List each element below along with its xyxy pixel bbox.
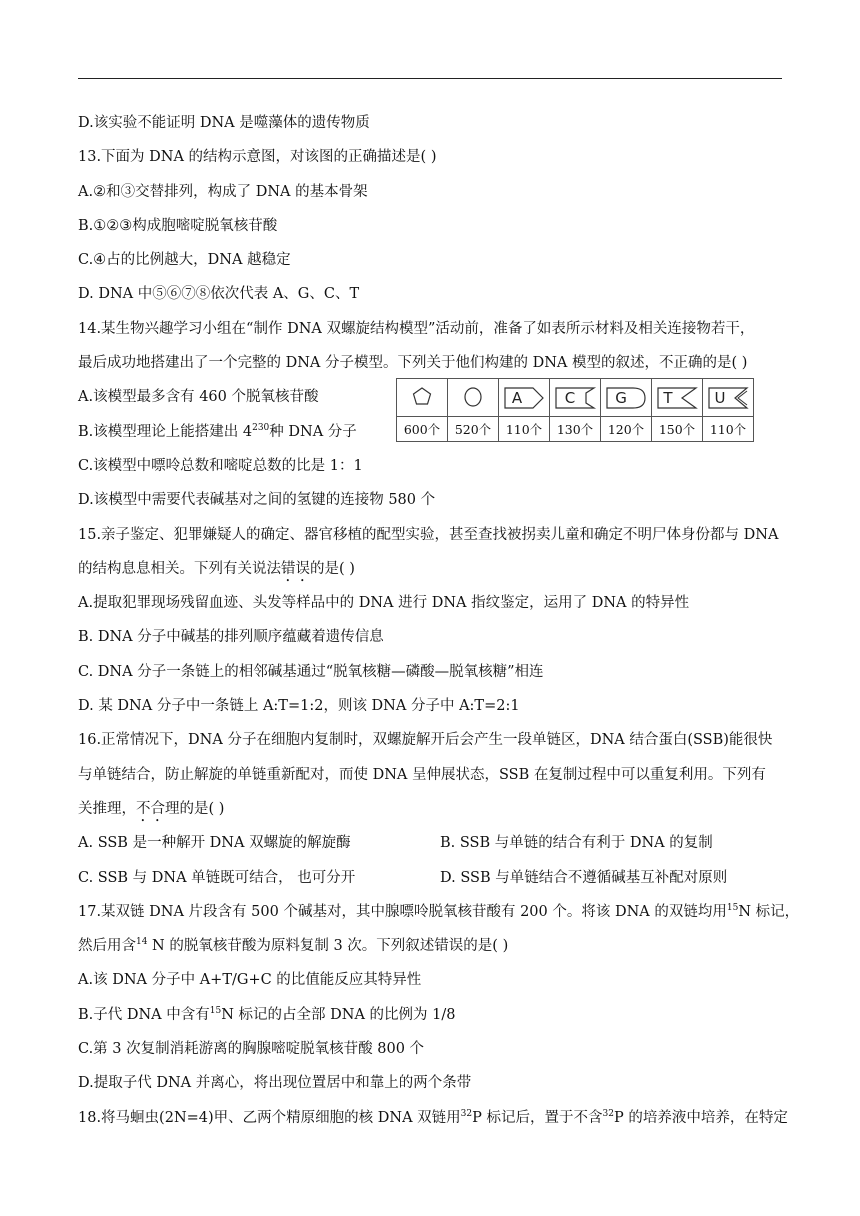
cell-base-t bbox=[652, 379, 703, 417]
q18-p3: P 的培养液中培养，在特定 bbox=[613, 1109, 788, 1126]
cell-base-c bbox=[550, 379, 601, 417]
q17-option-a: A.该 DNA 分子中 A+T/G+C 的比值能反应其特异性 bbox=[78, 972, 422, 989]
q15-post: 的是( ) bbox=[310, 560, 355, 577]
base-a-icon bbox=[501, 383, 547, 413]
q16-option-a: A. SSB 是一种解开 DNA 双螺旋的解旋酶 bbox=[78, 835, 351, 852]
q15-emphasis: 错误 bbox=[281, 560, 310, 577]
question-15-stem: 15.亲子鉴定、犯罪嫌疑人的确定、器官移植的配型实验，甚至查找被拐卖儿童和确定不明尸体身份都与 DNA bbox=[78, 526, 779, 543]
question-18-stem bbox=[78, 1101, 788, 1135]
q16-option-d: D. SSB 与单链结合不遵循碱基互补配对原则 bbox=[440, 869, 728, 886]
q16-post: 理的是( ) bbox=[165, 800, 225, 817]
header-rule bbox=[78, 78, 782, 79]
q15-option-a: A.提取犯罪现场残留血迹、头发等样品中的 DNA 进行 DNA 指纹鉴定，运用了 DNA 的特异性 bbox=[78, 595, 690, 612]
document-body bbox=[78, 106, 800, 1135]
base-a-label: A bbox=[511, 388, 523, 407]
symbol-row bbox=[397, 379, 754, 417]
cell-base-g bbox=[601, 379, 652, 417]
question-16-stem-end bbox=[78, 792, 784, 826]
count-cell: 130个 bbox=[550, 417, 601, 442]
q17a-post: N 标记， bbox=[738, 903, 800, 920]
q16-option-c: C. SSB 与 DNA 单链既可结合， 也可分开 bbox=[78, 869, 356, 886]
q15-option-d: D. 某 DNA 分子中一条链上 A:T=1:2，则该 DNA 分子中 A:T=2:1 bbox=[78, 698, 520, 715]
circle-icon bbox=[453, 383, 493, 413]
count-cell: 520个 bbox=[448, 417, 499, 442]
q17b-post: N 的脱氧核苷酸为原料复制 3 次。下列叙述错误的是( ) bbox=[147, 938, 509, 955]
cell-pentagon bbox=[397, 379, 448, 417]
q17a-pre: 17.某双链 DNA 片段含有 500 个碱基对，其中腺嘌呤脱氧核苷酸有 200 个。将该 DNA 的双链均用 bbox=[78, 903, 727, 920]
q14b-pre: B.该模型理论上能搭建出 4 bbox=[78, 423, 253, 440]
q18-sup2: 32 bbox=[602, 1108, 614, 1119]
question-16-stem: 16.正常情况下，DNA 分子在细胞内复制时，双螺旋解开后会产生一段单链区，DNA 结合蛋白(SSB)能很快 bbox=[78, 732, 773, 749]
q14b-exp: 230 bbox=[252, 422, 270, 433]
q15-option-c: C. DNA 分子一条链上的相邻碱基通过“脱氧核糖—磷酸—脱氧核糖”相连 bbox=[78, 663, 544, 680]
base-u-label: U bbox=[714, 388, 726, 407]
base-g-icon bbox=[603, 383, 649, 413]
q14-option-a: A.该模型最多含有 460 个脱氧核苷酸 bbox=[78, 389, 319, 406]
q14-option-c: C.该模型中嘌呤总数和嘧啶总数的比是 1：1 bbox=[78, 457, 363, 474]
count-cell: 600个 bbox=[397, 417, 448, 442]
q16-option-b: B. SSB 与单链的结合有利于 DNA 的复制 bbox=[440, 835, 713, 852]
question-13-stem: 13.下面为 DNA 的结构示意图，对该图的正确描述是( ) bbox=[78, 149, 437, 166]
question-15-stem-cont bbox=[78, 552, 784, 586]
q18-p2: P 标记后，置于不含 bbox=[472, 1109, 603, 1126]
text-line: D.该实验不能证明 DNA 是噬藻体的遗传物质 bbox=[78, 115, 370, 131]
base-c-label: C bbox=[564, 388, 576, 407]
q16-options-row-1 bbox=[78, 826, 784, 860]
q17-option-b bbox=[78, 998, 784, 1032]
q18-sup1: 32 bbox=[460, 1108, 473, 1119]
base-t-icon bbox=[654, 383, 700, 413]
materials-table bbox=[396, 378, 754, 442]
q17b-sup: 14 bbox=[136, 937, 148, 948]
q17-option-c: C.第 3 次复制消耗游离的胸腺嘧啶脱氧核苷酸 800 个 bbox=[78, 1041, 425, 1058]
q13-option-b: B.①②③构成胞嘧啶脱氧核苷酸 bbox=[78, 217, 278, 234]
count-cell: 150个 bbox=[652, 417, 703, 442]
q15-option-b: B. DNA 分子中碱基的排列顺序蕴藏着遗传信息 bbox=[78, 629, 384, 646]
q17-option-d: D.提取子代 DNA 并离心，将出现位置居中和靠上的两个条带 bbox=[78, 1075, 472, 1092]
q17b-opt-post: N 标记的占全部 DNA 的比例为 1/8 bbox=[221, 1006, 456, 1023]
base-u-icon bbox=[705, 383, 751, 413]
q13-option-c: C.④占的比例越大，DNA 越稳定 bbox=[78, 252, 291, 269]
count-row bbox=[397, 417, 754, 442]
q17b-pre: 然后用含 bbox=[78, 938, 136, 955]
q14b-post: 种 DNA 分子 bbox=[269, 423, 357, 440]
q16-emphasis: 不合 bbox=[136, 800, 165, 817]
q13-option-a: A.②和③交替排列，构成了 DNA 的基本骨架 bbox=[78, 183, 368, 200]
q16-pre: 关推理， bbox=[78, 800, 136, 817]
q15-pre: 的结构息息相关。下列有关说法 bbox=[78, 560, 281, 577]
question-14-stem-cont: 最后成功地搭建出了一个完整的 DNA 分子模型。下列关于他们构建的 DNA 模型的叙述，不正确的是( ) bbox=[78, 355, 748, 372]
q17b-opt-sup: 15 bbox=[209, 1005, 222, 1016]
cell-base-u bbox=[703, 379, 754, 417]
cell-base-a bbox=[499, 379, 550, 417]
count-cell: 110个 bbox=[703, 417, 754, 442]
base-c-icon bbox=[552, 383, 598, 413]
question-17-stem bbox=[78, 895, 800, 929]
q17a-sup: 15 bbox=[726, 903, 739, 913]
count-cell: 110个 bbox=[499, 417, 550, 442]
q13-option-d: D. DNA 中⑤⑥⑦⑧依次代表 A、G、C、T bbox=[78, 286, 360, 303]
q16-options-row-2 bbox=[78, 861, 784, 895]
question-16-stem-cont: 与单链结合，防止解旋的单链重新配对，而使 DNA 呈伸展状态，SSB 在复制过程中可以重复利用。下列有 bbox=[78, 766, 766, 783]
question-14-stem: 14.某生物兴趣学习小组在“制作 DNA 双螺旋结构模型”活动前，准备了如表所示材料及相关连接物若干， bbox=[78, 320, 755, 337]
question-17-stem-cont bbox=[78, 929, 784, 963]
q17b-opt-pre: B.子代 DNA 中含有 bbox=[78, 1006, 210, 1023]
cell-circle bbox=[448, 379, 499, 417]
count-cell: 120个 bbox=[601, 417, 652, 442]
base-g-label: G bbox=[615, 388, 627, 407]
q14-option-d: D.该模型中需要代表碱基对之间的氢键的连接物 580 个 bbox=[78, 492, 436, 509]
q18-p1: 18.将马蛔虫(2N=4)甲、乙两个精原细胞的核 DNA 双链用 bbox=[78, 1109, 461, 1126]
pentagon-icon bbox=[402, 383, 442, 413]
base-t-label: T bbox=[663, 388, 673, 407]
